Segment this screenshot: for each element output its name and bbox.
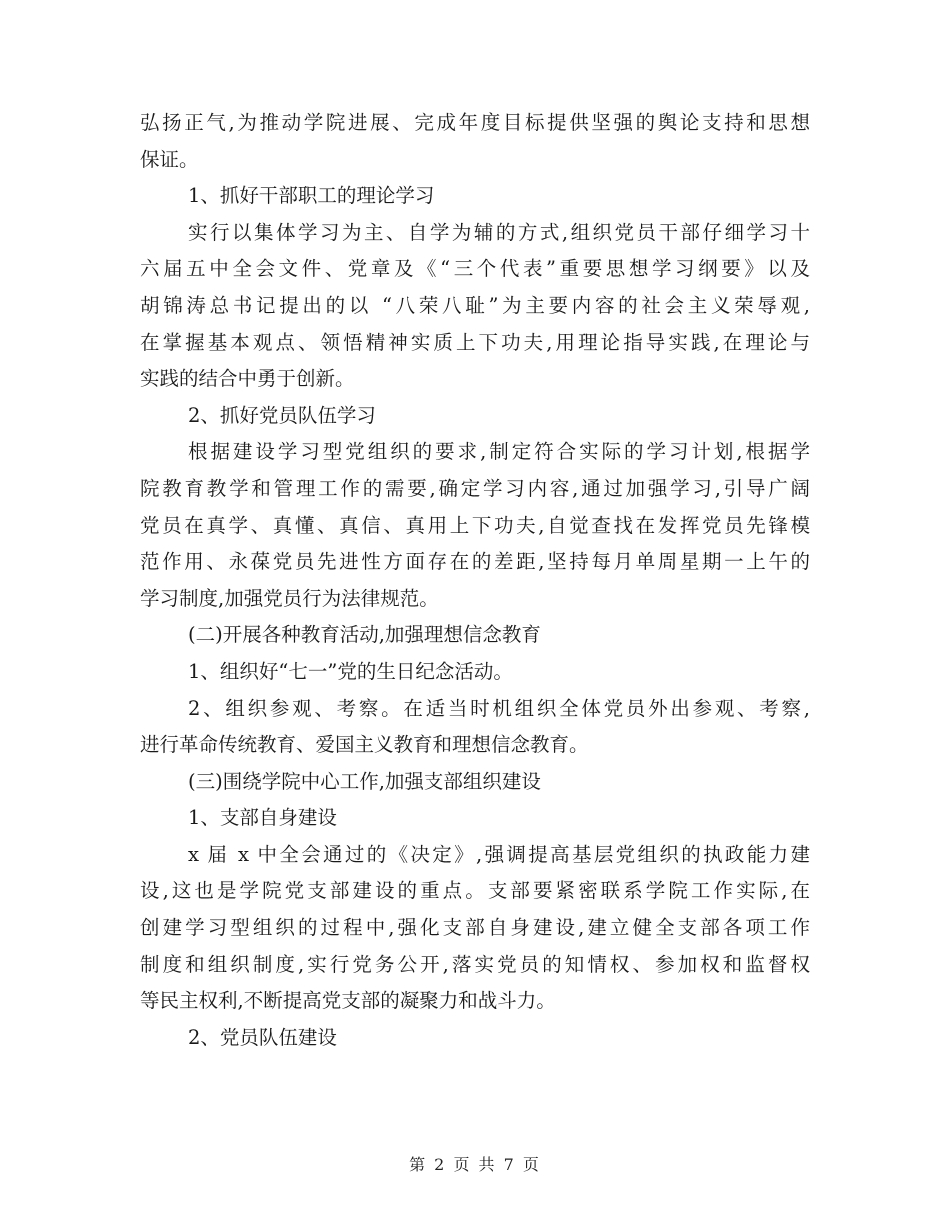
text-line: x 届 x 中全会通过的《决定》,强调提高基层党组织的执政能力建: [188, 842, 810, 866]
text-line: 2、党员队伍建设: [188, 1025, 337, 1049]
document-body: [140, 105, 810, 1056]
text-line: 1、抓好干部职工的理论学习: [188, 184, 435, 208]
text-line: 制度和组织制度,实行党务公开,落实党员的知情权、参加权和监督权: [140, 952, 810, 976]
text-line: (二)开展各种教育活动,加强理想信念教育: [188, 623, 541, 647]
text-line: 六届五中全会文件、党章及《“三个代表”重要思想学习纲要》以及: [140, 257, 810, 281]
text-line: 保证。: [140, 147, 199, 171]
text-line: 在掌握基本观点、领悟精神实质上下功夫,用理论指导实践,在理论与: [140, 330, 810, 354]
text-line: 范作用、永葆党员先进性方面存在的差距,坚持每月单周星期一上午的: [140, 550, 810, 574]
text-line: 根据建设学习型党组织的要求,制定符合实际的学习计划,根据学: [188, 440, 810, 464]
text-line: 实行以集体学习为主、自学为辅的方式,组织党员干部仔细学习十: [188, 220, 810, 244]
text-line: 实践的结合中勇于创新。: [140, 367, 355, 391]
text-line: 学习制度,加强党员行为法律规范。: [140, 586, 439, 610]
text-line: 2、抓好党员队伍学习: [188, 403, 376, 427]
text-line: 设,这也是学院党支部建设的重点。支部要紧密联系学院工作实际,在: [140, 879, 810, 903]
text-line: (三)围绕学院中心工作,加强支部组织建设: [188, 769, 541, 793]
text-line: 2、组织参观、考察。在适当时机组织全体党员外出参观、考察,: [188, 696, 810, 720]
text-line: 胡锦涛总书记提出的以 “八荣八耻”为主要内容的社会主义荣辱观,: [140, 293, 810, 317]
text-line: 1、支部自身建设: [188, 806, 337, 830]
text-line: 等民主权利,不断提高党支部的凝聚力和战斗力。: [140, 989, 556, 1013]
page-number-footer: 第 2 页 共 7 页: [409, 1155, 541, 1174]
text-line: 院教育教学和管理工作的需要,确定学习内容,通过加强学习,引导广阔: [140, 476, 810, 500]
text-line: 进行革命传统教育、爱国主义教育和理想信念教育。: [140, 733, 589, 757]
text-line: 创建学习型组织的过程中,强化支部自身建设,建立健全支部各项工作: [140, 916, 810, 940]
text-line: 党员在真学、真懂、真信、真用上下功夫,自觉查找在发挥党员先锋模: [140, 513, 810, 537]
text-line: 1、组织好“七一”党的生日纪念活动。: [188, 659, 513, 683]
text-line: 弘扬正气,为推动学院进展、完成年度目标提供坚强的舆论支持和思想: [140, 111, 810, 134]
